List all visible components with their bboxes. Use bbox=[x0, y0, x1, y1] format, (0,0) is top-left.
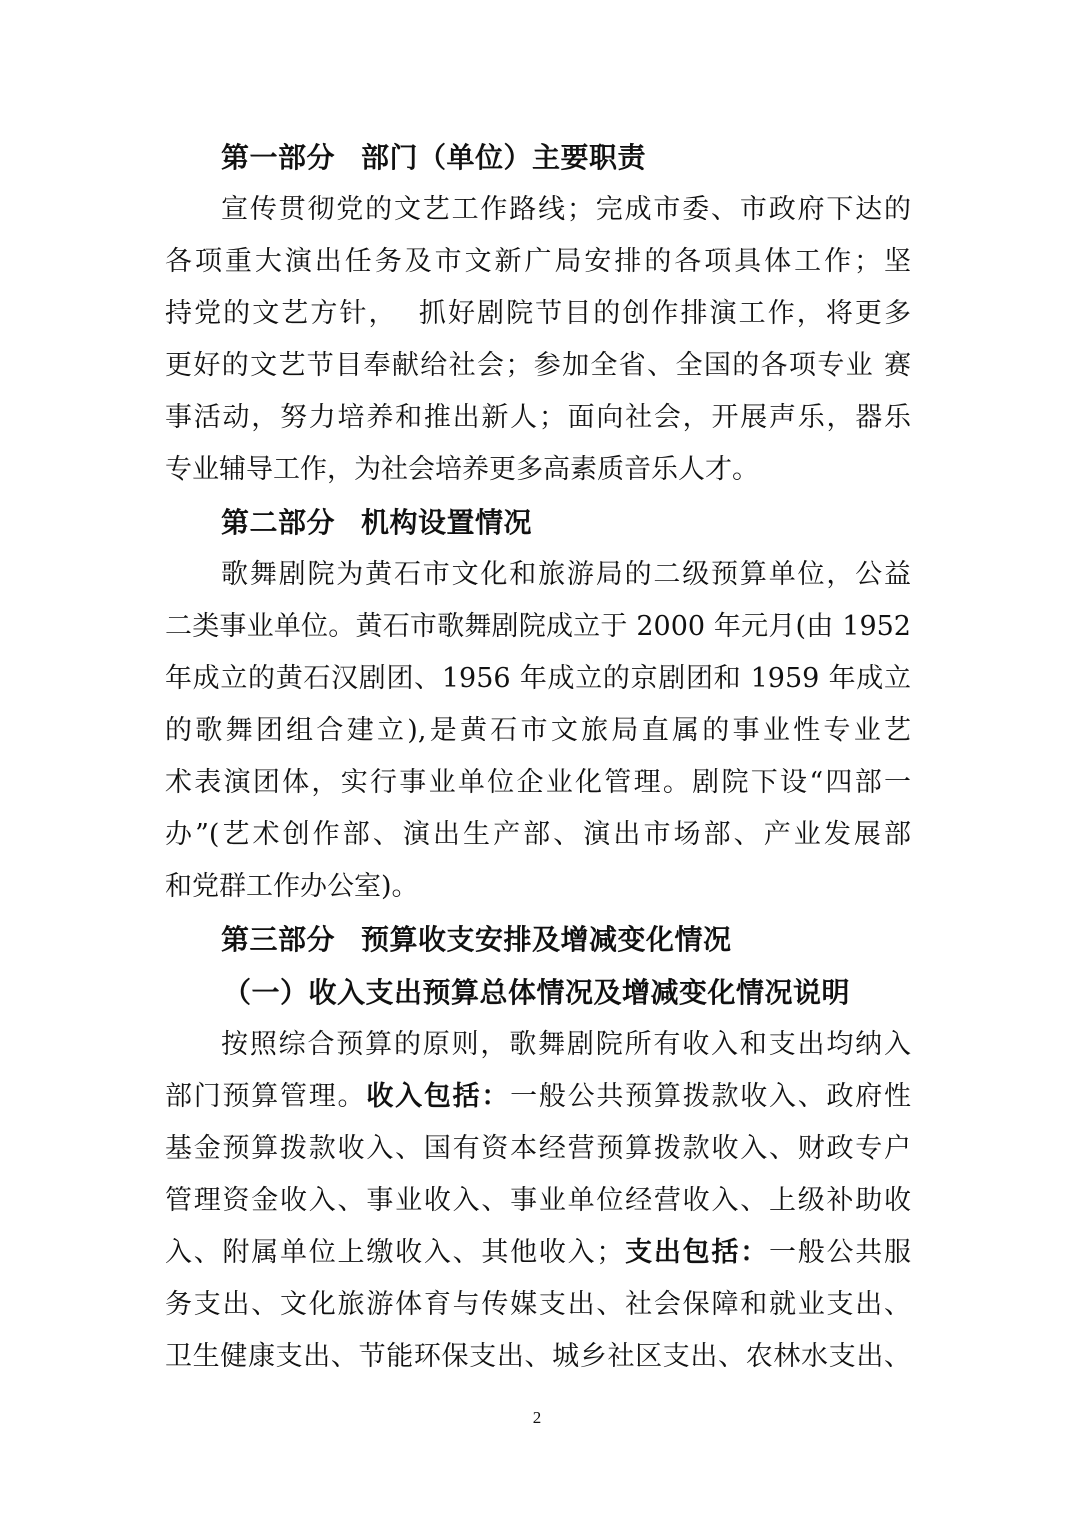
paragraph-line: 二类事业单位。黄石市歌舞剧院成立于 2000 年元月(由 1952 bbox=[165, 611, 911, 642]
section1-heading-title: 部门（单位）主要职责 bbox=[361, 141, 647, 174]
paragraph-line: 各项重大演出任务及市文新广局安排的各项具体工作；坚 bbox=[165, 246, 911, 277]
section2-paragraph bbox=[165, 549, 911, 913]
line-text: 一般公共服 bbox=[768, 1237, 912, 1268]
section2-heading-title: 机构设置情况 bbox=[361, 506, 533, 539]
paragraph-line: 务支出、文化旅游体育与传媒支出、社会保障和就业支出、 bbox=[165, 1289, 911, 1320]
paragraph-line: 年成立的黄石汉剧团、1956 年成立的京剧团和 1959 年成立 bbox=[165, 663, 911, 694]
paragraph-line: 专业辅导工作，为社会培养更多高素质音乐人才。 bbox=[165, 454, 759, 485]
section1-heading-number: 第一部分 bbox=[221, 141, 336, 174]
section3-heading-title: 预算收支安排及增减变化情况 bbox=[361, 923, 732, 956]
section1-paragraph bbox=[165, 184, 911, 496]
paragraph-line: 术表演团体，实行事业单位企业化管理。剧院下设“四部一 bbox=[165, 767, 911, 798]
paragraph-line: 歌舞剧院为黄石市文化和旅游局的二级预算单位，公益 bbox=[221, 559, 911, 590]
expense-label: 支出包括： bbox=[623, 1237, 769, 1268]
paragraph-line: 持党的文艺方针， 抓好剧院节目的创作排演工作，将更多 bbox=[165, 298, 911, 329]
section1-heading bbox=[165, 131, 911, 184]
paragraph-line bbox=[165, 1227, 911, 1279]
paragraph-line: 办”(艺术创作部、演出生产部、演出市场部、产业发展部 bbox=[165, 819, 911, 850]
section3-subheading: （一）收入支出预算总体情况及增减变化情况说明 bbox=[223, 976, 851, 1009]
paragraph-line: 按照综合预算的原则，歌舞剧院所有收入和支出均纳入 bbox=[221, 1029, 911, 1060]
section3-heading bbox=[165, 913, 911, 966]
paragraph-line: 管理资金收入、事业收入、事业单位经营收入、上级补助收 bbox=[165, 1185, 911, 1216]
section2-heading bbox=[165, 496, 911, 549]
section2-heading-number: 第二部分 bbox=[221, 506, 336, 539]
paragraph-line: 更好的文艺节目奉献给社会；参加全省、全国的各项专业 赛 bbox=[165, 350, 911, 381]
income-label: 收入包括： bbox=[366, 1081, 511, 1112]
section3-heading-number: 第三部分 bbox=[221, 923, 336, 956]
page-content bbox=[165, 131, 911, 1383]
paragraph-line: 的歌舞团组合建立),是黄石市文旅局直属的事业性专业艺 bbox=[165, 715, 911, 746]
paragraph-line: 事活动，努力培养和推出新人；面向社会，开展声乐，器乐 bbox=[165, 402, 911, 433]
line-text: 部门预算管理。 bbox=[165, 1081, 367, 1112]
line-text: 入、附属单位上缴收入、其他收入； bbox=[165, 1237, 624, 1268]
section3-paragraph bbox=[165, 1019, 911, 1383]
paragraph-line: 卫生健康支出、节能环保支出、城乡社区支出、农林水支出、 bbox=[165, 1341, 911, 1372]
paragraph-line: 宣传贯彻党的文艺工作路线；完成市委、市政府下达的 bbox=[221, 194, 911, 225]
paragraph-line bbox=[165, 1071, 911, 1123]
page-number: 2 bbox=[532, 1408, 542, 1427]
paragraph-line: 基金预算拨款收入、国有资本经营预算拨款收入、财政专户 bbox=[165, 1133, 911, 1164]
line-text: 一般公共预算拨款收入、政府性 bbox=[510, 1081, 912, 1112]
paragraph-line: 和党群工作办公室)。 bbox=[165, 871, 419, 902]
